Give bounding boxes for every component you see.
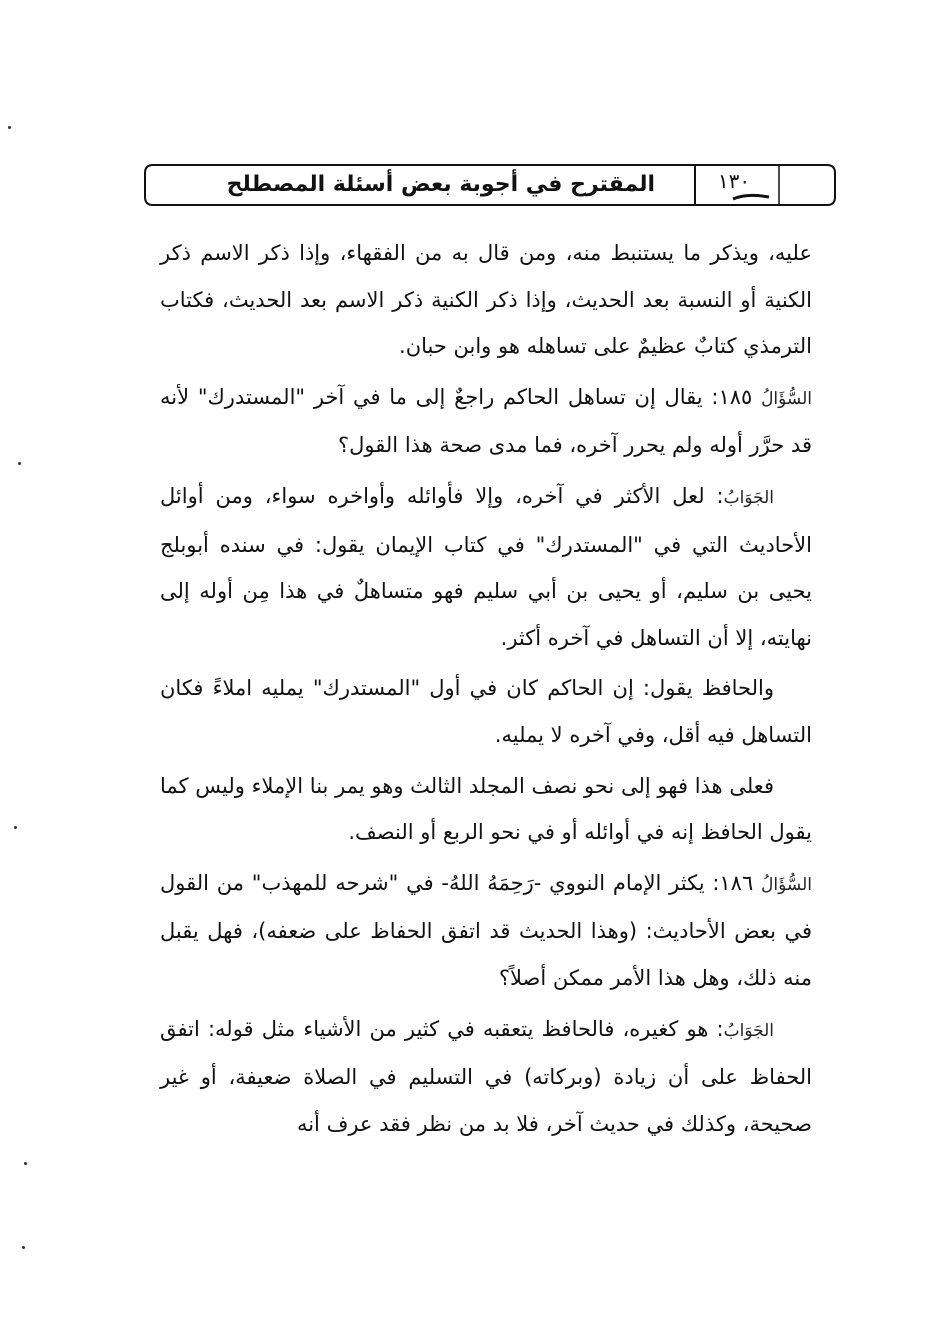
text-line: فعلى هذا فهو إلى نحو نصف المجلد الثالث وهو يمر بنا الإملاء	[251, 773, 774, 798]
text-line: ضعفه)، فهل يقبل منه ذلك، وهل هذا الأمر ممكن أصلاً؟	[160, 919, 812, 990]
text-line: والحافظ يقول: إن الحاكم كان في أول "المستدرك" يمليه املاءً فكان	[160, 676, 774, 701]
text-line: أبوبلج يحيى بن سليم، أو يحيى بن أبي سليم فهو متساهلٌ في هذا مِن	[160, 532, 812, 604]
text-line: : هو كغيره، فالحافظ يتعقبه في كثير من الأشياء مثل قوله:	[207, 1016, 724, 1041]
answer-label: الجَوَابُ	[723, 1020, 774, 1041]
text-line: ذكر الكنية أو النسبة بعد الحديث، وإذا ذكر الكنية ذكر الاسم بعد	[160, 241, 812, 312]
text-line: ١٨٥: يقال إن تساهل الحاكم راجعٌ إلى ما في آخر "المستدرك"	[197, 384, 753, 409]
question-185	[160, 374, 812, 469]
text-line: لأنه قد حرَّر أوله ولم يحرر آخره، فما مدى صحة هذا القول؟	[160, 384, 812, 458]
text-line: وليس كما يقول الحافظ إنه في أوائله أو في نحو الربع أو النصف.	[160, 773, 812, 845]
scan-speck	[18, 462, 21, 465]
paragraph-continuation	[160, 230, 812, 370]
answer-label: الجَوَابُ	[723, 487, 774, 508]
scan-speck	[14, 826, 17, 829]
question-186	[160, 860, 812, 1002]
text-line: غير صحيحة، وكذلك في حديث آخر، فلا بد من نظر فقد عرف أنه	[160, 1065, 812, 1136]
text-line: الحديث، فكتاب الترمذي كتابٌ عظيمٌ على تساهله هو وابن حبان.	[160, 287, 812, 359]
text-line: أوله إلى نهايته، إلا أن التساهل في آخره أكثر.	[160, 579, 812, 650]
text-line: أوائل الأحاديث التي في "المستدرك" في كتاب الإيمان يقول: في سنده	[160, 483, 812, 557]
text-line: القول في بعض الأحاديث: (وهذا الحديث قد اتفق الحفاظ على	[160, 870, 812, 944]
page-number: ١٣٠	[717, 169, 751, 193]
text-line: اتفق الحفاظ على أن زيادة (وبركاته) في التسليم في الصلاة ضعيفة، أو	[160, 1016, 812, 1090]
body-text	[160, 230, 812, 1151]
scan-speck	[22, 1246, 25, 1249]
paragraph-hafiz	[160, 665, 812, 758]
answer-185	[160, 473, 812, 661]
question-label: السُّؤَالُ	[761, 874, 812, 895]
scan-speck	[24, 1162, 27, 1165]
answer-186	[160, 1006, 812, 1148]
running-header	[143, 163, 837, 207]
paragraph-conclusion	[160, 763, 812, 856]
text-line: التساهل فيه أقل، وفي آخره لا يمليه.	[494, 722, 812, 747]
text-line: عليه، ويذكر ما يستنبط منه، ومن قال به من الفقهاء، وإذا ذكر الاسم	[200, 241, 812, 265]
question-label: السُّؤَالُ	[761, 388, 812, 409]
text-line: : لعل الأكثر في آخره، وإلا فأوائله وأواخره سواء، ومن	[215, 483, 724, 508]
scan-speck	[8, 126, 11, 129]
text-line: ١٨٦: يكثر الإمام النووي -رَحِمَهُ اللهُ- في "شرحه للمهذب" من	[216, 870, 754, 895]
running-title: المقترح في أجوبة بعض أسئلة المصطلح	[226, 172, 655, 197]
